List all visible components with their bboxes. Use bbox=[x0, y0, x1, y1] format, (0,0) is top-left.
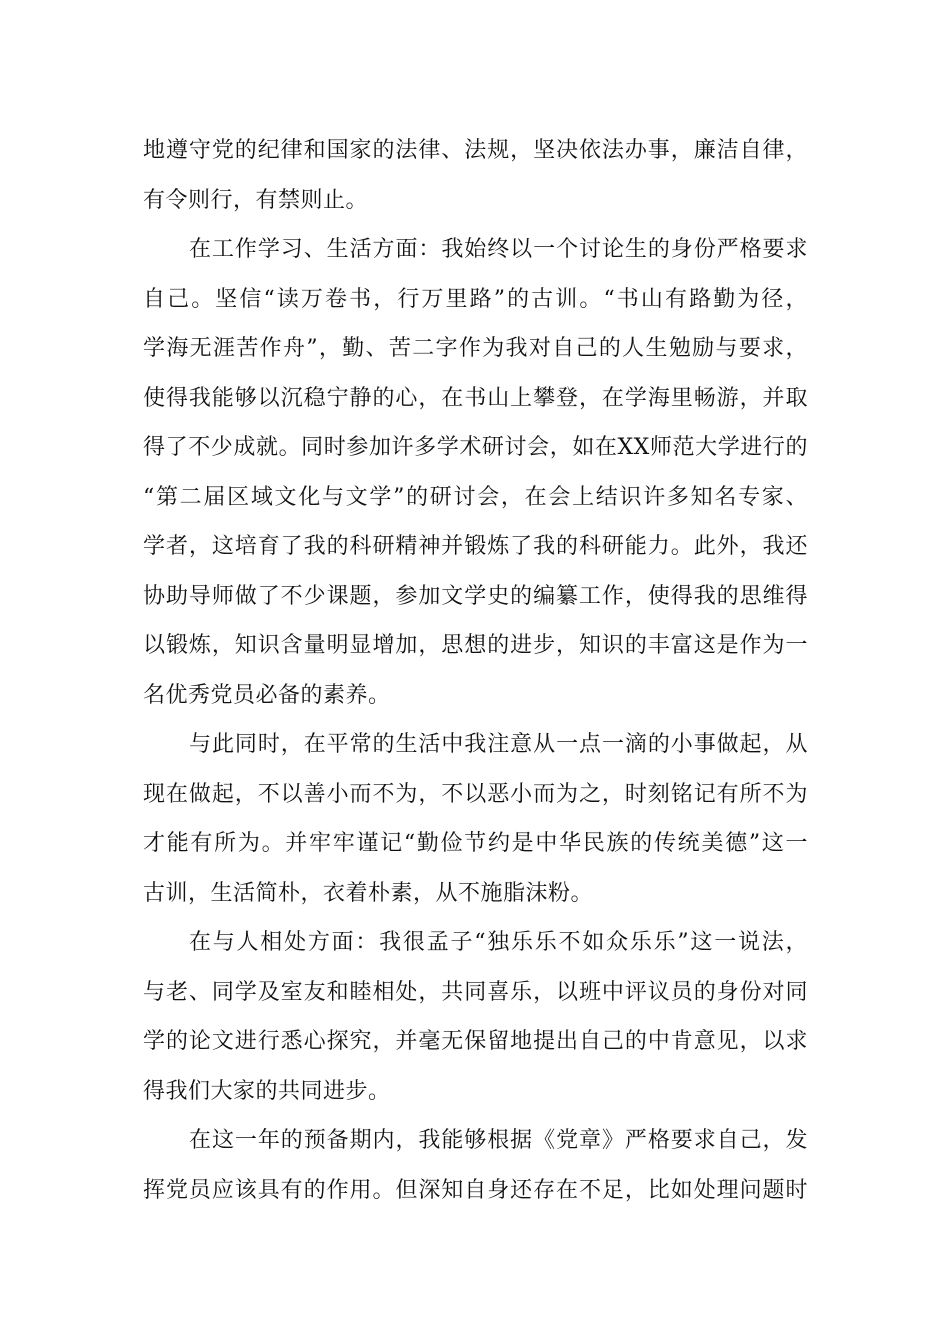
text-line: 学者，这培育了我的科研精神并锻炼了我的科研能力。此外，我还 bbox=[143, 534, 808, 559]
text-line: 协助导师做了不少课题，参加文学史的编纂工作，使得我的思维得 bbox=[143, 583, 808, 609]
text-line: 得我们大家的共同进步。 bbox=[143, 1078, 391, 1104]
text-line: 现在做起，不以善小而不为，不以恶小而为之，时刻铭记有所不为 bbox=[143, 781, 808, 807]
text-line: 与此同时，在平常的生活中我注意从一点一滴的小事做起，从 bbox=[189, 732, 808, 757]
text-line: 名优秀党员必备的素养。 bbox=[143, 682, 391, 708]
paragraph-3 bbox=[143, 720, 808, 918]
text-line: 在这一年的预备期内，我能够根据《党章》严格要求自己，发 bbox=[189, 1128, 808, 1153]
text-line: 在与人相处方面：我很孟子“独乐乐不如众乐乐”这一说法， bbox=[189, 930, 808, 955]
body-text bbox=[143, 126, 808, 1215]
paragraph-2 bbox=[143, 225, 808, 720]
paragraph-5 bbox=[143, 1116, 808, 1215]
text-line: 地遵守党的纪律和国家的法律、法规，坚决依法办事，廉洁自律， bbox=[143, 138, 808, 163]
text-line: 自己。坚信“读万卷书，行万里路”的古训。“书山有路勤为径， bbox=[143, 286, 808, 312]
text-line: 学的论文进行悉心探究，并毫无保留地提出自己的中肯意见，以求 bbox=[143, 1029, 808, 1054]
text-line: 有令则行，有禁则止。 bbox=[143, 187, 369, 213]
text-line: 在工作学习、生活方面：我始终以一个讨论生的身份严格要求 bbox=[189, 237, 808, 262]
text-line: 学海无涯苦作舟”，勤、苦二字作为我对自己的人生勉励与要求， bbox=[143, 336, 808, 361]
text-line: 以锻炼，知识含量明显增加，思想的进步，知识的丰富这是作为一 bbox=[143, 633, 808, 658]
text-line: “第二届区域文化与文学”的研讨会，在会上结识许多知名专家、 bbox=[143, 484, 808, 510]
text-line: 古训，生活简朴，衣着朴素，从不施脂沫粉。 bbox=[143, 880, 594, 906]
paragraph-4 bbox=[143, 918, 808, 1116]
text-line: 使得我能够以沉稳宁静的心，在书山上攀登，在学海里畅游，并取 bbox=[143, 385, 808, 411]
paragraph-1 bbox=[143, 126, 808, 225]
text-line: 才能有所为。并牢牢谨记“勤俭节约是中华民族的传统美德”这一 bbox=[143, 831, 808, 856]
text-line: 得了不少成就。同时参加许多学术研讨会，如在XX师范大学进行的 bbox=[143, 435, 808, 460]
text-line: 与老、同学及室友和睦相处，共同喜乐，以班中评议员的身份对同 bbox=[143, 979, 808, 1005]
text-line: 挥党员应该具有的作用。但深知自身还存在不足，比如处理问题时 bbox=[143, 1177, 808, 1203]
